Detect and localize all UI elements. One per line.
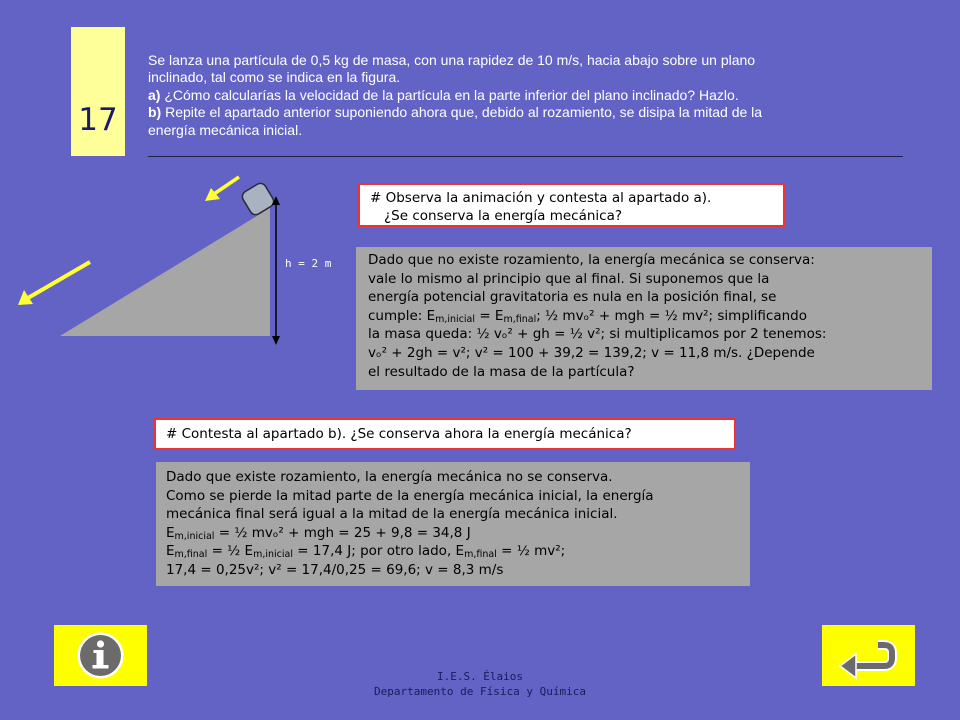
part-b-label: b) bbox=[148, 104, 162, 121]
problem-number-box bbox=[71, 27, 125, 156]
problem-statement bbox=[148, 52, 868, 139]
answer-a-line-6: vₒ² + 2gh = v²; v² = 100 + 39,2 = 139,2; v = 11,8 m/s. ¿Depende bbox=[368, 344, 815, 361]
footer-school: I.E.S. Élaios bbox=[436, 670, 524, 683]
incline bbox=[60, 208, 270, 336]
answer-b-line-5-sub-2: m,inicial bbox=[253, 549, 293, 561]
answer-a-line-5: la masa queda: ½ vₒ² + gh = ½ v²; si multiplicamos por 2 tenemos: bbox=[368, 326, 827, 343]
height-dimension-line bbox=[272, 196, 280, 345]
part-b-text-2: energía mecánica inicial. bbox=[148, 121, 303, 138]
divider bbox=[148, 156, 903, 157]
height-label: h = 2 m bbox=[285, 257, 332, 270]
answer-b-box bbox=[156, 462, 750, 586]
problem-number: 17 bbox=[78, 102, 118, 138]
answer-b-line-5-part-3: = 17,4 J; por otro lado, E bbox=[293, 543, 465, 560]
answer-b-line-4-part-2: = ½ mvₒ² + mgh = 25 + 9,8 = 34,8 J bbox=[214, 524, 471, 541]
answer-a-line-7: el resultado de la masa de la partícula? bbox=[368, 363, 635, 380]
answer-b-line-5 bbox=[166, 542, 740, 561]
question-a-line-2: ¿Se conserva la energía mecánica? bbox=[384, 208, 623, 224]
statement-line-2: inclinado, tal como se indica en la figura. bbox=[148, 69, 401, 86]
answer-b-line-5-part-2: = ½ E bbox=[207, 543, 254, 560]
answer-b-line-4 bbox=[166, 524, 740, 543]
statement-line-1: Se lanza una partícula de 0,5 kg de masa, con una rapidez de 10 m/s, hacia abajo sobre un plano bbox=[148, 52, 756, 68]
velocity-arrow-small bbox=[205, 177, 239, 201]
answer-b-line-6: 17,4 = 0,25v²; v² = 17,4/0,25 = 69,6; v = 8,3 m/s bbox=[166, 561, 504, 578]
part-b-text-1: Repite el apartado anterior suponiendo ahora que, debido al rozamiento, se disipa la mitad de la bbox=[161, 104, 763, 121]
question-b-line-1: # Contesta al apartado b). ¿Se conserva ahora la energía mecánica? bbox=[166, 426, 632, 442]
answer-b-line-5-sub-1: m,final bbox=[174, 549, 208, 561]
footer-department: Departamento de Física y Química bbox=[374, 685, 586, 698]
block bbox=[240, 181, 276, 217]
answer-a-line-2: vale lo mismo al principio que al final. Si suponemos que la bbox=[368, 270, 770, 287]
answer-a-line-3: energía potencial gravitatoria es nula en la posición final, se bbox=[368, 289, 777, 306]
answer-a-line-4-sub-1: m,inicial bbox=[435, 313, 476, 325]
question-b-box bbox=[154, 418, 736, 450]
answer-a-line-4-part-1: cumple: E bbox=[368, 307, 436, 324]
answer-b-line-5-part-4: = ½ mv²; bbox=[496, 543, 566, 560]
question-a-box bbox=[358, 183, 785, 227]
answer-a-line-4-part-3: ; ½ mvₒ² + mgh = ½ mv²; simplificando bbox=[536, 307, 807, 324]
answer-b-line-5-part-1: E bbox=[166, 543, 175, 560]
answer-b-line-2: Como se pierde la mitad parte de la energía mecánica inicial, la energía bbox=[166, 487, 654, 504]
answer-a-line-4-sub-2: m,final bbox=[503, 313, 537, 325]
answer-b-line-4-part-1: E bbox=[166, 524, 175, 541]
part-a-label: a) bbox=[148, 86, 161, 103]
answer-b-line-1: Dado que existe rozamiento, la energía mecánica no se conserva. bbox=[166, 469, 613, 485]
answer-a-box bbox=[356, 247, 932, 390]
part-a bbox=[148, 87, 868, 104]
part-b bbox=[148, 104, 868, 121]
answer-a-line-4-part-2: = E bbox=[475, 307, 504, 324]
answer-b-line-3: mecánica final será igual a la mitad de la energía mecánica inicial. bbox=[166, 506, 618, 523]
answer-b-line-4-sub: m,inicial bbox=[174, 530, 215, 542]
question-a-line-1: # Observa la animación y contesta al apartado a). bbox=[370, 190, 712, 206]
answer-a-line-4 bbox=[368, 307, 920, 326]
answer-b-line-5-sub-3: m,final bbox=[464, 549, 497, 561]
part-a-text: ¿Cómo calcularías la velocidad de la partícula en la parte inferior del plano inclinado? Hazlo. bbox=[160, 86, 739, 103]
velocity-arrow-large bbox=[18, 262, 90, 305]
answer-a-line-1: Dado que no existe rozamiento, la energía mecánica se conserva: bbox=[368, 252, 815, 268]
